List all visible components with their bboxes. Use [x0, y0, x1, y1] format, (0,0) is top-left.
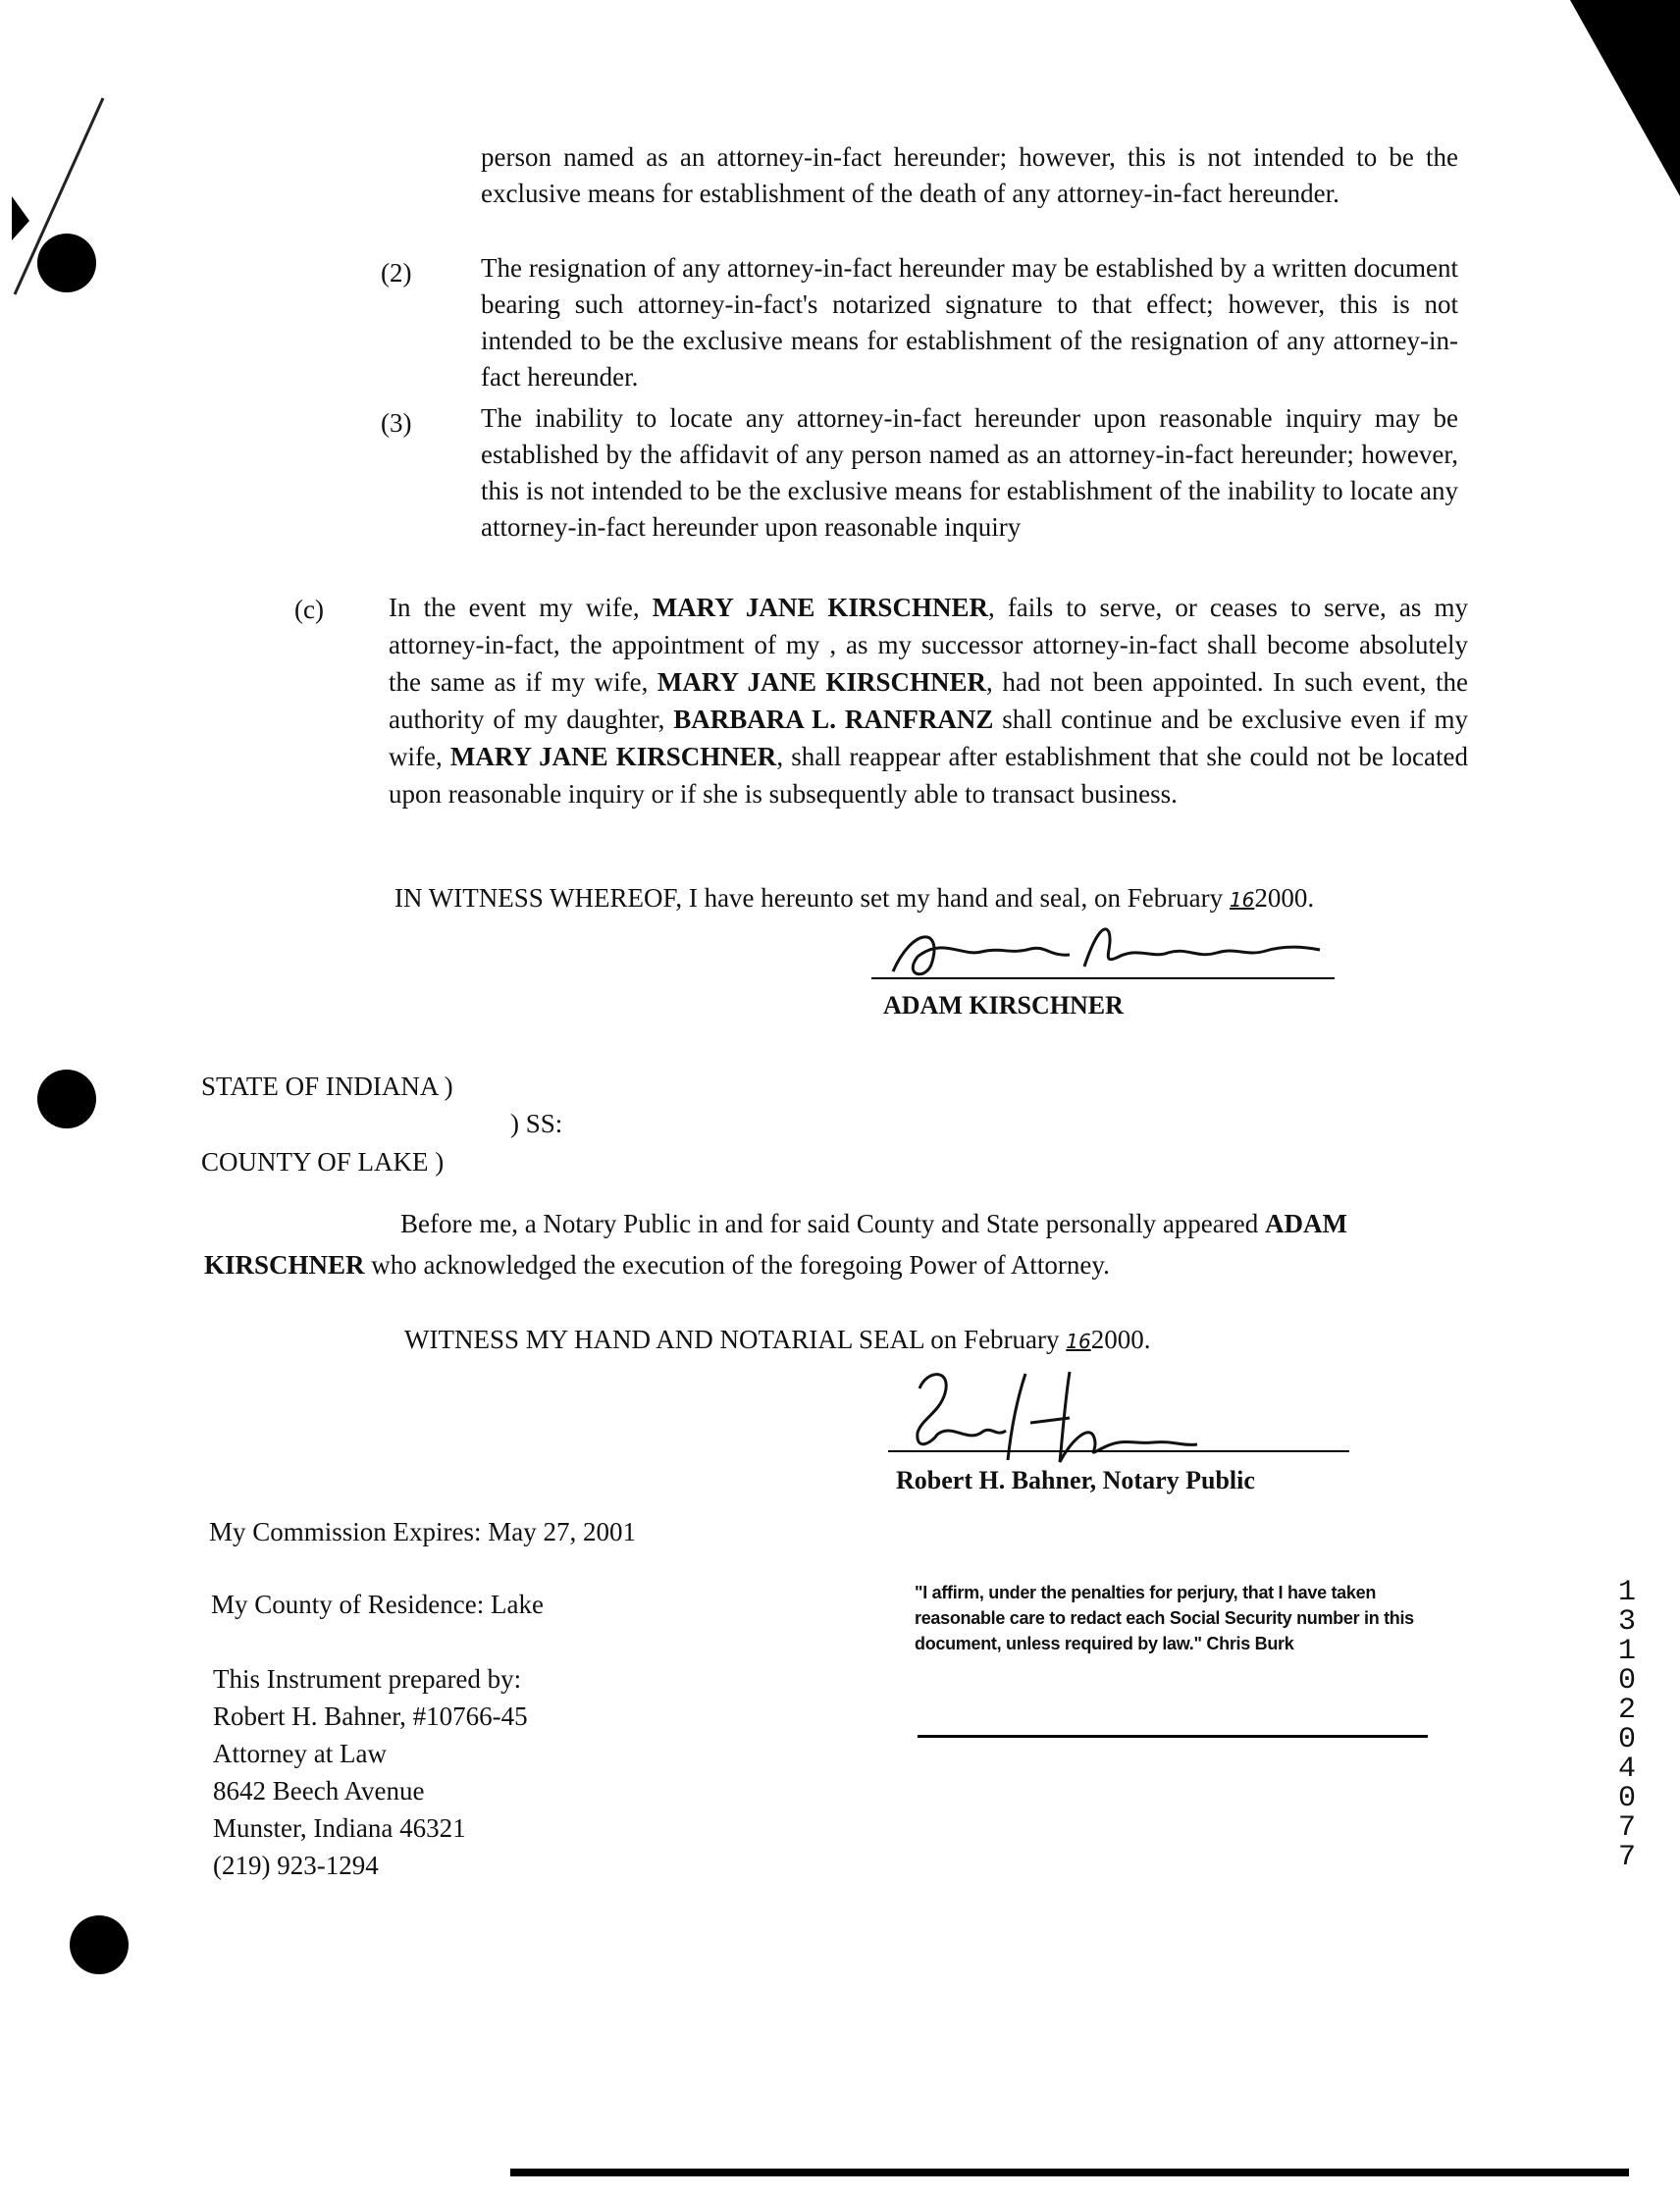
- item-number: (2): [381, 258, 412, 288]
- binder-hole: [70, 1915, 129, 1974]
- county-of-residence: My County of Residence: Lake: [211, 1590, 544, 1619]
- binder-hole: [37, 1070, 96, 1128]
- adam-signature: [873, 917, 1344, 996]
- signature-line: [871, 977, 1335, 979]
- venue-state: STATE OF INDIANA ): [201, 1072, 453, 1101]
- signer-name: ADAM KIRSCHNER: [883, 991, 1124, 1020]
- witness-statement: IN WITNESS WHEREOF, I have hereunto set my hand and seal, on February 162000.: [394, 883, 1315, 913]
- signature-line: [888, 1450, 1349, 1452]
- daughter-name: BARBARA L. RANFRANZ: [673, 705, 994, 734]
- ssn-affirmation: "I affirm, under the penalties for perjury, that I have taken reasonable care to redact each Social Security number in this document, unless required by law." Chris Burk: [915, 1583, 1414, 1653]
- handwritten-day: 16: [1066, 1330, 1091, 1353]
- preparer-line: Attorney at Law: [213, 1739, 387, 1768]
- preparer-line: (219) 923-1294: [213, 1851, 379, 1880]
- prepared-by-title: This Instrument prepared by:: [213, 1664, 522, 1694]
- item-number: (c): [294, 595, 324, 624]
- binder-hole: [37, 234, 96, 292]
- wife-name: MARY JANE KIRSCHNER: [656, 667, 987, 697]
- item-c-text: In the event my wife, MARY JANE KIRSCHNER, fails to serve, or ceases to serve, as my attorney-in-fact, the appointment of my , as my successor attorney-in-fact shall become absolutely the same as if my wife, MARY JANE KIRSCHNER, had not been appointed. In such event, the authority of my daughter, BARBARA L. RANFRANZ shall continue and be exclusive even if my wife, MARY JANE KIRSCHNER, shall reappear after establishment that she could not be located upon reasonable inquiry or if she is subsequently able to transact business.: [389, 593, 1468, 809]
- scan-corner-mark: [1570, 0, 1680, 206]
- preparer-line: 8642 Beech Avenue: [213, 1776, 425, 1806]
- item-3-text: The inability to locate any attorney-in-fact hereunder upon reasonable inquiry may be established by the affidavit of any person named as an attorney-in-fact hereunder; however, this is not intended to be the exclusive means for establishment of the inability to locate any attorney-in-fact hereunder upon reasonable inquiry: [481, 403, 1458, 542]
- item-number: (3): [381, 408, 412, 438]
- venue-county: COUNTY OF LAKE ): [201, 1147, 445, 1177]
- notary-name: Robert H. Bahner, Notary Public: [896, 1466, 1255, 1494]
- affirmation-line: [918, 1735, 1428, 1738]
- bottom-edge-line: [510, 2169, 1629, 2176]
- handwritten-day: 16: [1229, 888, 1255, 912]
- notary-signature: [898, 1364, 1212, 1472]
- preparer-line: Robert H. Bahner, #10766-45: [213, 1701, 528, 1731]
- wife-name: MARY JANE KIRSCHNER: [449, 742, 777, 771]
- acknowledgment-line-2: KIRSCHNER who acknowledged the execution of the foregoing Power of Attorney.: [204, 1250, 1110, 1280]
- item-2-text: The resignation of any attorney-in-fact hereunder may be established by a written document bearing such attorney-in-fact's notarized signature to that effect; however, this is not intended to be the exclusive means for establishment of the resignation of any attorney-in-fact hereunder.: [481, 253, 1458, 392]
- notarial-seal-statement: WITNESS MY HAND AND NOTARIAL SEAL on February 162000.: [404, 1325, 1151, 1354]
- paragraph-continued: person named as an attorney-in-fact hereunder; however, this is not intended to be the exclusive means for establishment of the death of any attorney-in-fact hereunder.: [481, 142, 1458, 208]
- acknowledgment-line-1: Before me, a Notary Public in and for said County and State personally appeared ADAM: [400, 1209, 1347, 1238]
- preparer-line: Munster, Indiana 46321: [213, 1813, 466, 1843]
- commission-expiry: My Commission Expires: May 27, 2001: [209, 1517, 637, 1546]
- wife-name: MARY JANE KIRSCHNER: [652, 593, 988, 622]
- recording-number-stamp: 13102 04077: [1617, 1576, 1636, 1874]
- venue-ss: ) SS:: [510, 1109, 563, 1138]
